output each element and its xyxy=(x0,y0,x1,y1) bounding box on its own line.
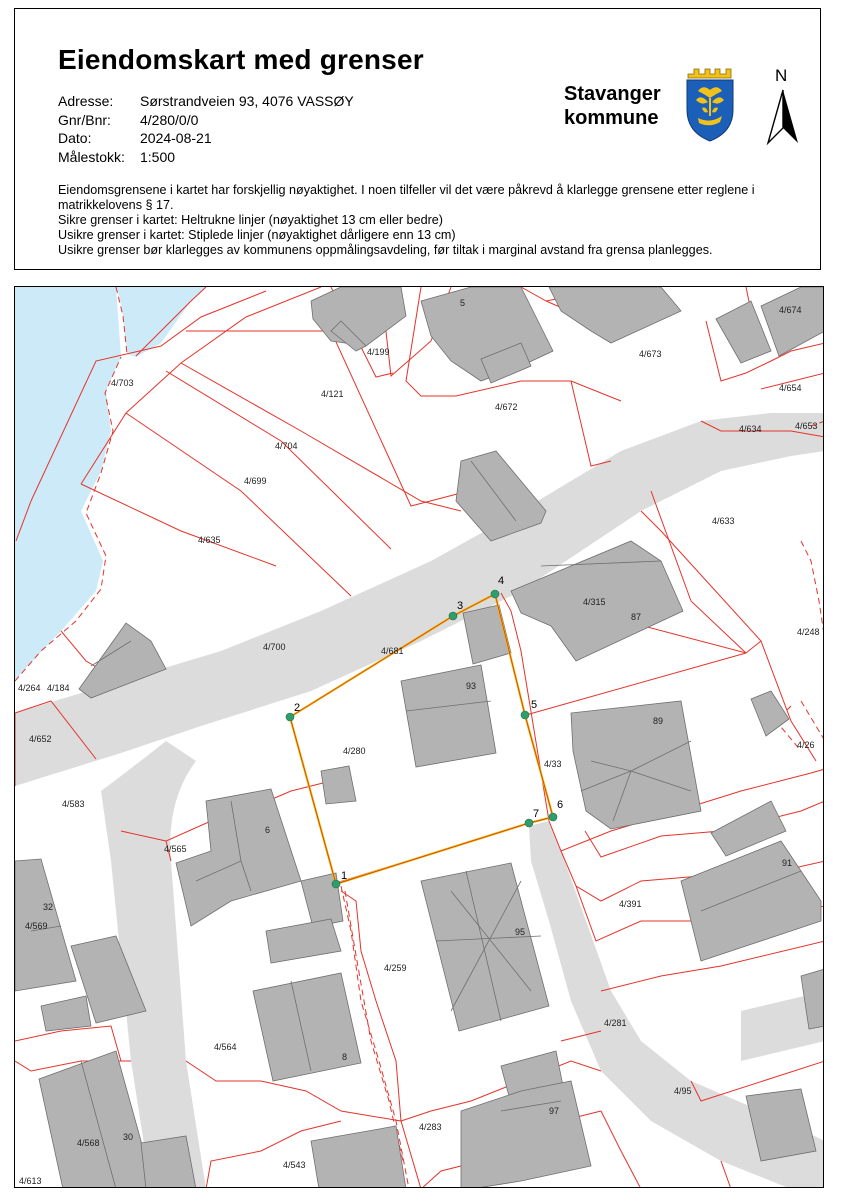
parcel-label: 4/699 xyxy=(244,476,267,486)
property-map[interactable] xyxy=(14,286,824,1188)
house-number: 5 xyxy=(460,298,466,308)
parcel-label: 4/654 xyxy=(779,383,802,393)
parcel-label: 4/672 xyxy=(495,402,518,412)
map-canvas xyxy=(15,287,824,1188)
parcel-label: 4/613 xyxy=(19,1176,42,1186)
parcel-label: 4/681 xyxy=(381,646,404,656)
building xyxy=(549,287,681,343)
boundary-point-1 xyxy=(332,880,340,888)
parcel-label: 4/121 xyxy=(321,389,344,399)
parcel-label: 4/700 xyxy=(263,642,286,652)
date-value: 2024-08-21 xyxy=(140,130,212,146)
stavanger-coat-of-arms-icon xyxy=(684,66,736,142)
boundary-point-number: 7 xyxy=(533,808,540,820)
building xyxy=(176,789,301,926)
note-line: Sikre grenser i kartet: Heltrukne linjer (nøyaktighet 13 cm eller bedre) xyxy=(58,213,443,227)
boundary-point-2 xyxy=(286,713,294,721)
note-line: Eiendomsgrensene i kartet har forskjellig nøyaktighet. I noen tilfeller vil det være påkrevd å klarlegge grensene etter reglene i matrikkelovens § 17. xyxy=(58,183,755,212)
parcel-label: 4/264 xyxy=(18,683,41,693)
house-number: 8 xyxy=(342,1052,348,1062)
scale-label: Målestokk: xyxy=(58,148,125,165)
detail-row-gnr-bnr xyxy=(58,111,354,130)
parcel-label: 4/248 xyxy=(797,627,820,637)
parcel-label: 4/33 xyxy=(544,759,562,769)
parcel-label: 4/280 xyxy=(343,746,366,756)
address-value: Sørstrandveien 93, 4076 VASSØY xyxy=(140,93,354,109)
parcel-label: 4/565 xyxy=(164,844,187,854)
boundary-point-4 xyxy=(491,590,499,598)
parcel-label: 4/199 xyxy=(367,347,390,357)
building xyxy=(39,1051,149,1188)
detail-row-address xyxy=(58,92,354,111)
building xyxy=(571,701,701,829)
building xyxy=(681,841,821,961)
road-network xyxy=(15,413,824,1188)
parcel-label: 4/634 xyxy=(739,424,762,434)
address-label: Adresse: xyxy=(58,93,114,109)
building xyxy=(141,1136,196,1188)
parcel-label: 4/26 xyxy=(797,740,815,750)
parcel-label: 4/653 xyxy=(795,421,818,431)
scale-value: 1:500 xyxy=(140,148,176,165)
boundary-point-3 xyxy=(449,612,457,620)
accuracy-notes xyxy=(58,183,798,258)
municipality-name xyxy=(564,82,661,130)
building xyxy=(401,665,496,767)
boundary-point-number: 5 xyxy=(531,699,538,711)
house-number: 93 xyxy=(466,681,477,691)
parcel-label: 4/315 xyxy=(583,597,606,607)
date-label: Dato: xyxy=(58,130,92,146)
parcel-label: 4/95 xyxy=(674,1086,692,1096)
boundary-point-number: 1 xyxy=(341,870,348,882)
parcel-label: 4/564 xyxy=(214,1042,237,1052)
detail-row-scale xyxy=(58,148,354,167)
gnr-bnr-value: 4/280/0/0 xyxy=(140,111,199,128)
building xyxy=(266,919,341,963)
parcel-label: 4/633 xyxy=(712,516,735,526)
house-number: 87 xyxy=(631,612,642,622)
parcel-label: 4/652 xyxy=(29,734,52,744)
parcel-label: 4/283 xyxy=(419,1122,442,1132)
building xyxy=(311,287,406,346)
boundary-point-number: 2 xyxy=(294,702,301,714)
parcel-label: 4/635 xyxy=(198,535,221,545)
parcel-label: 4/674 xyxy=(779,305,802,315)
house-number: 97 xyxy=(549,1106,560,1116)
parcel-label: 4/703 xyxy=(111,378,134,388)
building xyxy=(421,863,549,1031)
parcel-label: 4/391 xyxy=(619,899,642,909)
building xyxy=(463,605,511,664)
parcel-label: 4/184 xyxy=(47,683,70,693)
north-label: N xyxy=(775,66,788,85)
parcel-label: 4/704 xyxy=(275,441,298,451)
municipality-name-line2: kommune xyxy=(564,107,659,129)
boundary-point-6 xyxy=(549,813,557,821)
page-title: Eiendomskart med grenser xyxy=(58,44,424,75)
water-area xyxy=(15,287,206,681)
house-number: 95 xyxy=(515,927,526,937)
property-details xyxy=(58,92,354,166)
north-arrow-icon xyxy=(764,88,804,146)
house-number: 91 xyxy=(782,858,793,868)
building xyxy=(253,973,361,1081)
parcel-label: 4/281 xyxy=(604,1018,627,1028)
parcel-label: 4/583 xyxy=(62,799,85,809)
parcel-label: 4/673 xyxy=(639,349,662,359)
building xyxy=(321,766,356,804)
gnr-bnr-label: Gnr/Bnr: xyxy=(58,111,111,128)
boundary-point-5 xyxy=(521,711,529,719)
parcel-label: 4/568 xyxy=(77,1138,100,1148)
municipality-name-line1: Stavanger xyxy=(564,83,661,105)
boundary-point-number: 3 xyxy=(457,600,464,612)
house-number: 32 xyxy=(43,902,54,912)
building xyxy=(311,1126,406,1188)
note-line: Usikre grenser bør klarlegges av kommunens oppmålingsavdeling, før tiltak i marginal avstand fra grensa planlegges. xyxy=(58,243,713,257)
parcel-label: 4/569 xyxy=(25,921,48,931)
boundary-point-number: 6 xyxy=(557,799,564,811)
boundary-point-7 xyxy=(525,819,533,827)
detail-row-date xyxy=(58,129,354,148)
note-line: Usikre grenser i kartet: Stiplede linjer (nøyaktighet dårligere enn 13 cm) xyxy=(58,228,456,242)
parcel-label: 4/543 xyxy=(283,1160,306,1170)
boundary-point-number: 4 xyxy=(498,575,505,587)
building xyxy=(41,996,91,1031)
house-number: 30 xyxy=(123,1132,134,1142)
house-number: 6 xyxy=(265,825,271,835)
parcel-label: 4/259 xyxy=(384,963,407,973)
house-number: 89 xyxy=(653,716,664,726)
